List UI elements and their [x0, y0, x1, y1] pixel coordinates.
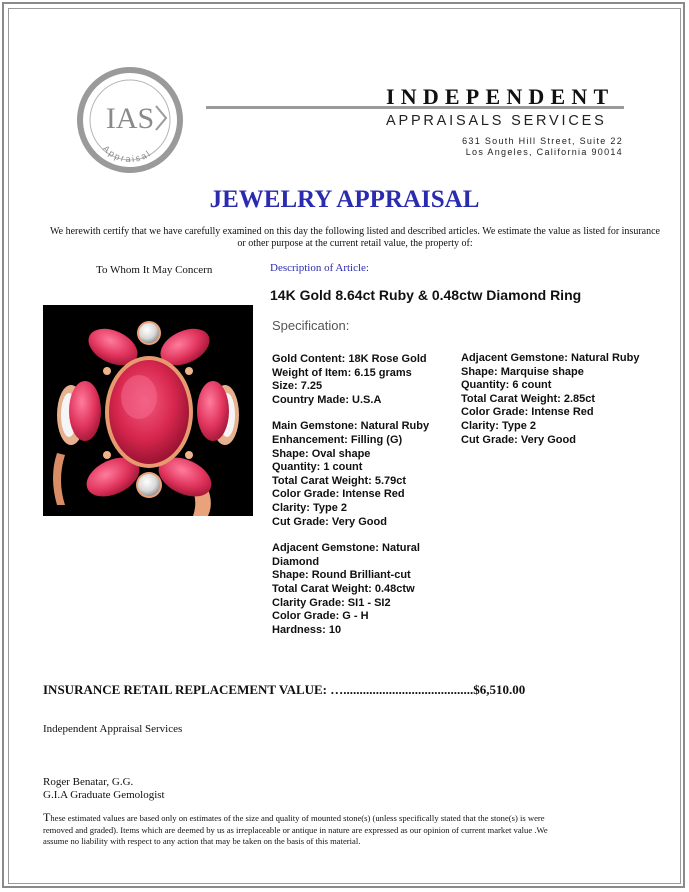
- certification-text: We herewith certify that we have carefully examined on this day the following listed and described articles. We estimate the value as listed for insurance or other purpose at the current retail value, the property of:: [50, 226, 660, 249]
- spec-line: Shape: Oval shape: [272, 447, 371, 460]
- spec-column-right: [461, 352, 671, 460]
- spec-line: Clarity: Type 2: [272, 501, 347, 514]
- spec-line: Quantity: 1 count: [272, 461, 363, 474]
- document-title: JEWELRY APPRAISAL: [209, 186, 480, 213]
- logo-subtext: Appraisal: [100, 143, 154, 165]
- spec-line: Total Carat Weight: 2.85ct: [461, 392, 596, 405]
- spec-line: Shape: Round Brilliant-cut: [272, 569, 411, 582]
- spec-line: Adjacent Gemstone: Natural Ruby: [461, 352, 640, 364]
- spec-line: Cut Grade: Very Good: [461, 433, 576, 446]
- company-subtitle: APPRAISALS SERVICES: [386, 113, 607, 129]
- signing-company: Independent Appraisal Services: [43, 723, 183, 735]
- insurance-value: INSURANCE RETAIL REPLACEMENT VALUE: …........................................$6,510.00: [43, 682, 526, 697]
- signer-title: G.I.A Graduate Gemologist: [43, 789, 165, 801]
- ias-logo: [76, 66, 184, 174]
- spec-line: Quantity: 6 count: [461, 379, 552, 392]
- adjacent-ruby-specs: [461, 352, 671, 447]
- svg-text:Appraisal: [101, 143, 154, 164]
- spec-line: Cut Grade: Very Good: [272, 515, 387, 528]
- general-specs: [272, 353, 452, 407]
- spec-line: Total Carat Weight: 5.79ct: [272, 474, 407, 487]
- disclaimer: [43, 812, 553, 848]
- company-name: INDEPENDENT: [386, 84, 615, 109]
- main-gemstone-specs: [272, 420, 452, 529]
- ring-photo: [43, 305, 253, 516]
- spec-line: Color Grade: Intense Red: [461, 406, 594, 419]
- disclaimer-first-letter: T: [43, 810, 51, 824]
- disclaimer-text: hese estimated values are based only on estimates of the size and quality of mounted stone(s) (unless specifically stated that the stone(s) is were removed and graded). Items which are deemed by us as irreplaceable or antique in nature are expressed as our opinion of current market value .We assume no liability with respect to any action that may be taken on the basis of this material.: [43, 813, 548, 847]
- spec-line: Adjacent Gemstone: Natural Diamond: [272, 542, 420, 568]
- spec-line: Gold Content: 18K Rose Gold: [272, 353, 427, 365]
- spec-line: Hardness: 10: [272, 623, 342, 636]
- spec-line: Size: 7.25: [272, 380, 323, 393]
- spec-line: Total Carat Weight: 0.48ctw: [272, 582, 415, 595]
- recipient: To Whom It May Concern: [96, 264, 213, 276]
- spec-line: Shape: Marquise shape: [461, 365, 584, 378]
- spec-line: Color Grade: G - H: [272, 610, 369, 623]
- spec-line: Enhancement: Filling (G): [272, 433, 403, 446]
- spec-line: Color Grade: Intense Red: [272, 488, 405, 501]
- signer-name: Roger Benatar, G.G.: [43, 776, 134, 788]
- description-label: Description of Article:: [270, 262, 369, 274]
- signer-block: [43, 776, 165, 802]
- spec-column-left: [272, 353, 452, 650]
- spec-line: Clarity: Type 2: [461, 419, 536, 432]
- spec-line: Weight of Item: 6.15 grams: [272, 366, 412, 379]
- address-line-1: 631 South Hill Street, Suite 22: [462, 136, 623, 146]
- adjacent-diamond-specs: [272, 542, 452, 637]
- spec-line: Country Made: U.S.A: [272, 393, 382, 406]
- spec-line: Clarity Grade: SI1 - SI2: [272, 596, 391, 609]
- spec-line: Main Gemstone: Natural Ruby: [272, 420, 430, 433]
- logo-text: IAS: [105, 102, 155, 135]
- article-title: 14K Gold 8.64ct Ruby & 0.48ctw Diamond Ring: [270, 287, 582, 303]
- address-line-2: Los Angeles, California 90014: [465, 147, 623, 157]
- specification-label: Specification:: [272, 318, 350, 333]
